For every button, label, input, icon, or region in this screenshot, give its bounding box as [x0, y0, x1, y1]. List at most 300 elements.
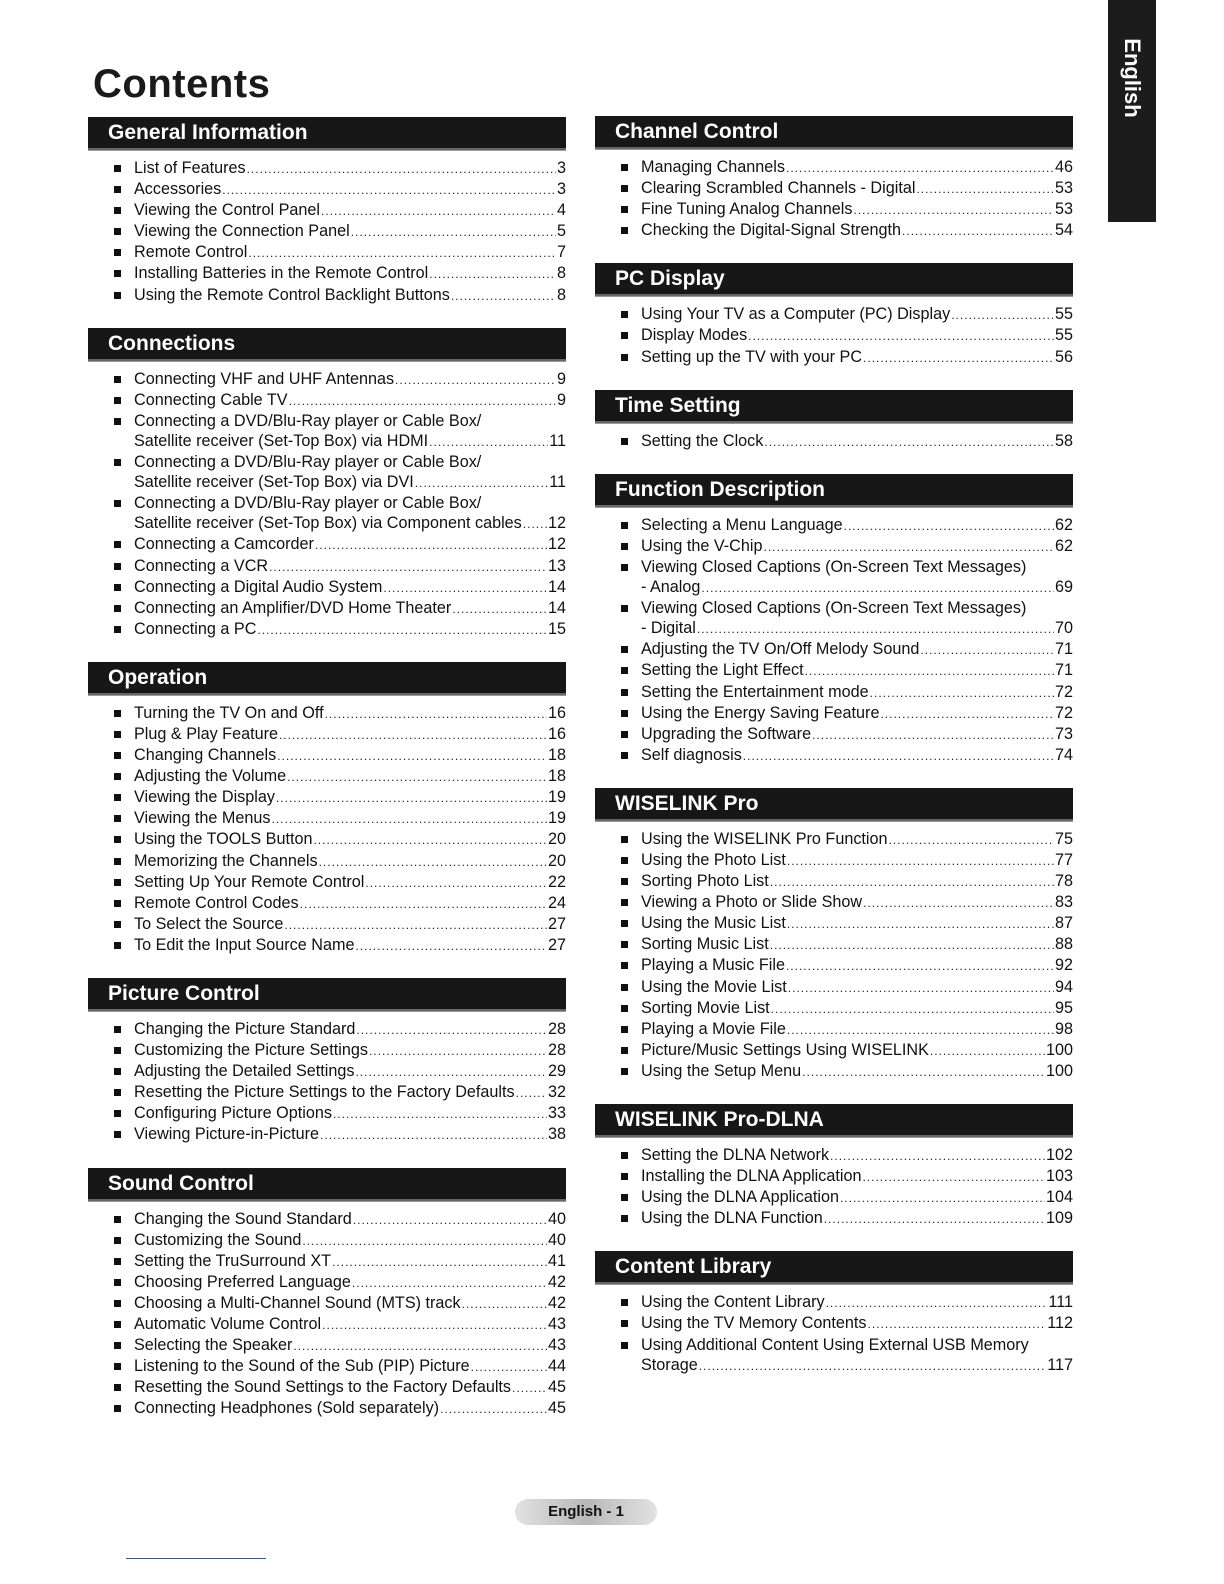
section-header: Time Setting: [595, 390, 1073, 423]
toc-entry-title: Connecting a PC: [134, 619, 257, 638]
toc-page-number: 18: [547, 767, 566, 786]
dot-leader: [471, 1357, 547, 1377]
toc-entry-line: [134, 1398, 566, 1419]
toc-entry-title: Accessories: [134, 180, 222, 199]
toc-entry[interactable]: [114, 1251, 566, 1272]
toc-page-number: 102: [1045, 1146, 1073, 1164]
toc-entry-line: [134, 200, 566, 221]
toc-entry-title: Using the DLNA Application: [641, 1188, 839, 1207]
toc-page-number: 43: [547, 1336, 566, 1355]
toc-page-number: 27: [547, 935, 566, 954]
toc-entry[interactable]: [621, 850, 1073, 871]
toc-page-number: 95: [1054, 998, 1073, 1017]
toc-entry[interactable]: [621, 745, 1073, 766]
toc-page-number: 15: [547, 619, 566, 638]
toc-entry-title: Choosing Preferred Language: [134, 1272, 351, 1291]
toc-entry-line: [641, 431, 1073, 452]
toc-entry[interactable]: [114, 1124, 566, 1145]
toc-entry-title: Selecting the Speaker: [134, 1336, 293, 1355]
toc-page-number: 55: [1054, 326, 1073, 345]
toc-page-number: 19: [547, 788, 566, 807]
toc-entry[interactable]: [621, 325, 1073, 346]
toc-entry-title: Using the V-Chip: [641, 536, 763, 555]
toc-entry[interactable]: [114, 1293, 566, 1314]
toc-entry[interactable]: [621, 431, 1073, 452]
toc-entry-line: [134, 1335, 566, 1356]
toc-page-number: 14: [547, 598, 566, 617]
dot-leader: [787, 1020, 1054, 1040]
toc-entry-title: To Edit the Input Source Name: [134, 935, 355, 954]
dot-leader: [462, 1294, 547, 1314]
toc-entry-title: Plug & Play Feature: [134, 724, 278, 743]
toc-entry-line: [641, 745, 1073, 766]
toc-page-number: 20: [547, 851, 566, 870]
toc-entry-title: Adjusting the Detailed Settings: [134, 1062, 355, 1081]
toc-section-time-setting: [595, 390, 1073, 452]
toc-entry-title: Self diagnosis: [641, 745, 742, 764]
toc-entry-line: [134, 1230, 566, 1251]
toc-entry[interactable]: [621, 557, 1073, 598]
dot-leader: [293, 1336, 547, 1356]
toc-entry[interactable]: [621, 660, 1073, 681]
toc-page-number: 45: [547, 1399, 566, 1418]
section-header: Channel Control: [595, 116, 1073, 149]
dot-leader: [770, 872, 1054, 892]
toc-entry-title: Configuring Picture Options: [134, 1104, 332, 1123]
toc-entry-title: Resetting the Picture Settings to the Factory Defaults: [134, 1083, 515, 1102]
toc-entry[interactable]: [114, 1356, 566, 1377]
dot-leader: [812, 725, 1054, 745]
toc-entry[interactable]: [114, 724, 566, 745]
toc-entry-line: [641, 1040, 1073, 1061]
toc-entry[interactable]: [114, 1061, 566, 1082]
toc-entry-title: Picture/Music Settings Using WISELINK: [641, 1040, 929, 1059]
section-header: Function Description: [595, 474, 1073, 507]
dot-leader: [315, 535, 547, 555]
toc-entry-line: [134, 431, 566, 452]
toc-section-sound-control: [88, 1168, 566, 1420]
section-header: Operation: [88, 662, 566, 695]
toc-page-number: 3: [556, 159, 566, 177]
toc-entry[interactable]: [621, 955, 1073, 976]
toc-entry-title-line1: Connecting a DVD/Blu-Ray player or Cable Box/: [134, 453, 482, 472]
toc-entry[interactable]: [621, 639, 1073, 660]
toc-list: [88, 369, 566, 640]
toc-entry[interactable]: [114, 872, 566, 893]
toc-entry-line: [134, 1209, 566, 1230]
toc-entry[interactable]: [114, 221, 566, 242]
toc-entry-line: [134, 914, 566, 935]
toc-entry-line: [134, 851, 566, 872]
toc-entry[interactable]: [114, 1398, 566, 1419]
dot-leader: [269, 557, 547, 577]
toc-page-number: 62: [1054, 536, 1073, 555]
toc-entry[interactable]: [114, 1272, 566, 1293]
toc-entry-title: Viewing the Menus: [134, 809, 271, 828]
toc-entry-title: Playing a Movie File: [641, 1019, 786, 1038]
toc-page-number: 56: [1054, 347, 1073, 366]
toc-page-number: 104: [1045, 1188, 1073, 1207]
toc-page-number: 98: [1054, 1019, 1073, 1038]
toc-entry-title: Setting the Light Effect: [641, 661, 804, 680]
toc-entry-line: [641, 1208, 1073, 1229]
toc-entry-title: Remote Control: [134, 243, 248, 262]
toc-page-number: 33: [547, 1104, 566, 1123]
toc-entry[interactable]: [621, 1145, 1073, 1166]
toc-page-number: 75: [1054, 829, 1073, 848]
dot-leader: [302, 1231, 547, 1251]
toc-entry[interactable]: [621, 1187, 1073, 1208]
toc-entry[interactable]: [621, 1313, 1073, 1334]
toc-entry-title: Connecting a Digital Audio System: [134, 577, 383, 596]
toc-entry[interactable]: [621, 998, 1073, 1019]
toc-entry-line: [134, 745, 566, 766]
toc-page-number: 8: [556, 285, 566, 304]
toc-entry-title: Viewing the Display: [134, 788, 275, 807]
toc-entry-title: Resetting the Sound Settings to the Factory Defaults: [134, 1378, 512, 1397]
toc-entry[interactable]: [114, 619, 566, 640]
toc-page-number: 111: [1048, 1293, 1073, 1312]
toc-entry[interactable]: [114, 158, 566, 179]
dot-leader: [916, 179, 1054, 199]
toc-entry-line: [134, 808, 566, 829]
dot-leader: [333, 1104, 547, 1124]
toc-entry-line: [641, 1145, 1073, 1166]
toc-entry[interactable]: [621, 1335, 1073, 1376]
toc-page-number: 58: [1054, 431, 1073, 450]
toc-entry[interactable]: [114, 242, 566, 263]
toc-entry[interactable]: [621, 829, 1073, 850]
toc-entry-line: [641, 1019, 1073, 1040]
toc-entry-line: [641, 577, 1073, 598]
right-column: [595, 116, 1073, 1398]
toc-page-number: 45: [547, 1378, 566, 1397]
section-header: Sound Control: [88, 1168, 566, 1201]
toc-entry-line: [134, 872, 566, 893]
toc-entry[interactable]: [621, 220, 1073, 241]
toc-entry-title: Connecting Headphones (Sold separately): [134, 1399, 440, 1418]
toc-entry-title: Selecting a Menu Language: [641, 515, 843, 534]
toc-entry-line: [641, 977, 1073, 998]
section-header: Connections: [88, 328, 566, 361]
dot-leader: [383, 578, 547, 598]
toc-entry-line: [134, 1293, 566, 1314]
dot-leader: [429, 432, 548, 452]
toc-entry[interactable]: [114, 1082, 566, 1103]
toc-entry[interactable]: [621, 199, 1073, 220]
toc-entry-line: [134, 766, 566, 787]
toc-entry[interactable]: [114, 1019, 566, 1040]
toc-entry[interactable]: [114, 452, 566, 493]
toc-entry[interactable]: [114, 766, 566, 787]
toc-entry-title: Managing Channels: [641, 158, 785, 176]
toc-entry-title: Display Modes: [641, 326, 748, 345]
toc-entry-line: [134, 598, 566, 619]
page-number-footer: English - 1: [515, 1499, 657, 1525]
toc-entry[interactable]: [114, 808, 566, 829]
toc-section-picture-control: [88, 978, 566, 1146]
toc-entry-title: Adjusting the Volume: [134, 767, 287, 786]
page-title: Contents: [93, 62, 271, 106]
toc-page-number: 88: [1054, 935, 1073, 954]
toc-entry[interactable]: [621, 892, 1073, 913]
toc-entry[interactable]: [621, 1166, 1073, 1187]
toc-entry-line: [134, 1272, 566, 1293]
dot-leader: [320, 1125, 547, 1145]
toc-entry-line: [641, 871, 1073, 892]
toc-list: [88, 1019, 566, 1146]
toc-entry-title: Automatic Volume Control: [134, 1315, 322, 1334]
toc-entry-line: [134, 534, 566, 555]
toc-entry-line: [641, 199, 1073, 220]
dot-leader: [788, 978, 1054, 998]
toc-section-content-library: [595, 1251, 1073, 1375]
toc-page-number: 14: [547, 577, 566, 596]
toc-entry[interactable]: [621, 157, 1073, 178]
toc-entry-title-line1: Viewing Closed Captions (On-Screen Text Messages): [641, 557, 1027, 576]
toc-entry[interactable]: [621, 682, 1073, 703]
toc-entry[interactable]: [114, 200, 566, 221]
dot-leader: [352, 1273, 547, 1293]
dot-leader: [332, 1252, 547, 1272]
toc-entry-line: [641, 618, 1073, 639]
toc-entry-title: Checking the Digital-Signal Strength: [641, 221, 902, 240]
toc-entry[interactable]: [621, 703, 1073, 724]
toc-page-number: 72: [1054, 703, 1073, 722]
toc-entry[interactable]: [621, 1040, 1073, 1061]
toc-entry-line: [134, 1356, 566, 1377]
toc-entry[interactable]: [114, 914, 566, 935]
toc-entry[interactable]: [114, 411, 566, 452]
toc-entry-line: [641, 1187, 1073, 1208]
toc-entry-line: [641, 703, 1073, 724]
toc-entry-title-line1: Using Additional Content Using External USB Memory: [641, 1335, 1029, 1354]
toc-entry-line: [134, 1377, 566, 1398]
toc-entry[interactable]: [621, 1061, 1073, 1082]
dot-leader: [863, 893, 1054, 913]
toc-entry[interactable]: [621, 1019, 1073, 1040]
dot-leader: [830, 1146, 1045, 1166]
toc-entry[interactable]: [114, 935, 566, 956]
toc-list: [595, 304, 1073, 367]
toc-entry-line: [134, 577, 566, 598]
toc-entry[interactable]: [621, 1292, 1073, 1313]
toc-entry-line: [641, 1061, 1073, 1082]
toc-entry-line: [134, 390, 566, 411]
toc-entry[interactable]: [621, 1208, 1073, 1229]
toc-entry[interactable]: [621, 977, 1073, 998]
toc-list: [88, 1209, 566, 1420]
dot-leader: [516, 1083, 547, 1103]
toc-page-number: 117: [1047, 1355, 1073, 1374]
dot-leader: [353, 1210, 547, 1230]
toc-entry-title: Using the Photo List: [641, 850, 786, 869]
toc-entry[interactable]: [621, 598, 1073, 639]
dot-leader: [289, 391, 556, 411]
dot-leader: [805, 661, 1054, 681]
toc-entry-title: Satellite receiver (Set-Top Box) via HDMI: [134, 431, 429, 450]
toc-entry-title: Setting the TruSurround XT: [134, 1251, 332, 1270]
toc-entry-line: [641, 325, 1073, 346]
toc-entry-line: [134, 724, 566, 745]
toc-entry-title: List of Features: [134, 159, 246, 177]
toc-page-number: 28: [547, 1020, 566, 1038]
toc-entry[interactable]: [621, 347, 1073, 368]
toc-entry[interactable]: [114, 263, 566, 284]
dot-leader: [287, 767, 547, 787]
toc-entry-title: Playing a Music File: [641, 956, 785, 975]
dot-leader: [697, 619, 1054, 639]
toc-entry[interactable]: [114, 703, 566, 724]
toc-page-number: 77: [1054, 850, 1073, 869]
toc-entry-title-line1: Connecting a DVD/Blu-Ray player or Cable Box/: [134, 411, 482, 430]
toc-list: [595, 157, 1073, 241]
toc-entry[interactable]: [114, 556, 566, 577]
dot-leader: [863, 348, 1054, 368]
toc-page-number: 40: [547, 1209, 566, 1228]
toc-page-number: 87: [1054, 914, 1073, 933]
toc-entry[interactable]: [114, 1377, 566, 1398]
toc-page-number: 112: [1047, 1314, 1073, 1333]
toc-entry[interactable]: [114, 1314, 566, 1335]
toc-page-number: 13: [547, 556, 566, 575]
dot-leader: [902, 221, 1054, 241]
toc-entry-line: [134, 1124, 566, 1145]
toc-entry-line: [134, 1314, 566, 1335]
toc-page-number: 3: [556, 180, 566, 199]
dot-leader: [365, 873, 547, 893]
toc-entry[interactable]: [621, 871, 1073, 892]
toc-page-number: 46: [1054, 158, 1073, 176]
toc-entry-title: - Digital: [641, 619, 696, 638]
toc-page-number: 42: [547, 1272, 566, 1291]
toc-page-number: 71: [1054, 661, 1073, 680]
toc-entry-title: To Select the Source: [134, 914, 284, 933]
toc-entry[interactable]: [621, 913, 1073, 934]
dot-leader: [826, 1293, 1048, 1313]
toc-entry-title: Setting the Clock: [641, 431, 764, 450]
toc-entry[interactable]: [114, 745, 566, 766]
toc-entry[interactable]: [114, 893, 566, 914]
toc-entry[interactable]: [114, 1209, 566, 1230]
toc-entry-title: Choosing a Multi-Channel Sound (MTS) track: [134, 1293, 461, 1312]
toc-entry-title: Setting the Entertainment mode: [641, 682, 869, 701]
toc-entry-line: [134, 556, 566, 577]
toc-entry-title: Using the Movie List: [641, 977, 787, 996]
toc-entry[interactable]: [114, 285, 566, 306]
toc-entry-line: [641, 724, 1073, 745]
toc-entry[interactable]: [621, 934, 1073, 955]
dot-leader: [880, 704, 1054, 724]
toc-entry[interactable]: [114, 1103, 566, 1124]
toc-entry[interactable]: [114, 829, 566, 850]
toc-entry[interactable]: [114, 179, 566, 200]
toc-page-number: 12: [547, 514, 566, 533]
toc-entry[interactable]: [621, 178, 1073, 199]
toc-page-number: 19: [547, 809, 566, 828]
toc-entry-title: Connecting a VCR: [134, 556, 269, 575]
toc-entry-line: [134, 221, 566, 242]
section-header: WISELINK Pro: [595, 788, 1073, 821]
toc-entry-title: Sorting Photo List: [641, 872, 769, 891]
toc-entry-title: Connecting a Camcorder: [134, 535, 314, 554]
toc-entry[interactable]: [114, 1335, 566, 1356]
toc-page-number: 54: [1054, 221, 1073, 240]
dot-leader: [764, 432, 1054, 452]
toc-entry[interactable]: [621, 515, 1073, 536]
toc-entry[interactable]: [114, 851, 566, 872]
toc-entry-line: [134, 1082, 566, 1103]
toc-entry[interactable]: [114, 1230, 566, 1251]
toc-entry-line: [134, 285, 566, 306]
toc-page-number: 8: [556, 264, 566, 283]
toc-entry-title: Satellite receiver (Set-Top Box) via DVI: [134, 473, 414, 492]
toc-entry-title: Memorizing the Channels: [134, 851, 318, 870]
toc-entry-line: [641, 347, 1073, 368]
toc-entry-title: Upgrading the Software: [641, 724, 812, 743]
toc-entry[interactable]: [114, 787, 566, 808]
toc-page-number: 43: [547, 1315, 566, 1334]
dot-leader: [257, 620, 547, 640]
toc-entry-line: [641, 850, 1073, 871]
dot-leader: [951, 305, 1054, 325]
toc-entry-title: Remote Control Codes: [134, 893, 299, 912]
toc-entry-line: [134, 179, 566, 200]
toc-entry[interactable]: [621, 304, 1073, 325]
toc-page-number: 55: [1054, 305, 1073, 324]
dot-leader: [824, 1209, 1045, 1229]
toc-entry-line: [641, 639, 1073, 660]
toc-page-number: 62: [1054, 515, 1073, 534]
dot-leader: [395, 370, 556, 390]
toc-entry[interactable]: [114, 598, 566, 619]
toc-entry[interactable]: [621, 536, 1073, 557]
toc-page-number: 11: [549, 473, 566, 492]
toc-entry-line: [134, 1040, 566, 1061]
toc-entry-line: [134, 787, 566, 808]
toc-entry-title: Viewing Picture-in-Picture: [134, 1125, 320, 1144]
toc-list: [595, 431, 1073, 452]
dot-leader: [429, 264, 556, 284]
toc-entry-title: Using the TOOLS Button: [134, 830, 313, 849]
toc-entry-title: Listening to the Sound of the Sub (PIP) Picture: [134, 1357, 470, 1376]
toc-entry[interactable]: [114, 534, 566, 555]
toc-entry-line: [641, 515, 1073, 536]
toc-page-number: 69: [1054, 578, 1073, 597]
dot-leader: [279, 725, 547, 745]
toc-page-number: 32: [547, 1083, 566, 1102]
toc-entry-line: [641, 536, 1073, 557]
toc-entry-line: [641, 998, 1073, 1019]
toc-entry-title: Changing the Sound Standard: [134, 1209, 352, 1228]
left-column: [88, 117, 566, 1442]
toc-entry[interactable]: [114, 577, 566, 598]
toc-page-number: 109: [1045, 1209, 1073, 1228]
section-header: Picture Control: [88, 978, 566, 1011]
toc-entry[interactable]: [621, 724, 1073, 745]
toc-entry-title: Viewing the Connection Panel: [134, 222, 350, 241]
toc-entry[interactable]: [114, 369, 566, 390]
dot-leader: [276, 788, 547, 808]
toc-entry[interactable]: [114, 1040, 566, 1061]
toc-entry-title: Installing the DLNA Application: [641, 1167, 862, 1186]
toc-entry[interactable]: [114, 493, 566, 534]
dot-leader: [854, 200, 1054, 220]
toc-entry[interactable]: [114, 390, 566, 411]
dot-leader: [870, 683, 1054, 703]
dot-leader: [787, 914, 1054, 934]
dot-leader: [786, 956, 1054, 976]
